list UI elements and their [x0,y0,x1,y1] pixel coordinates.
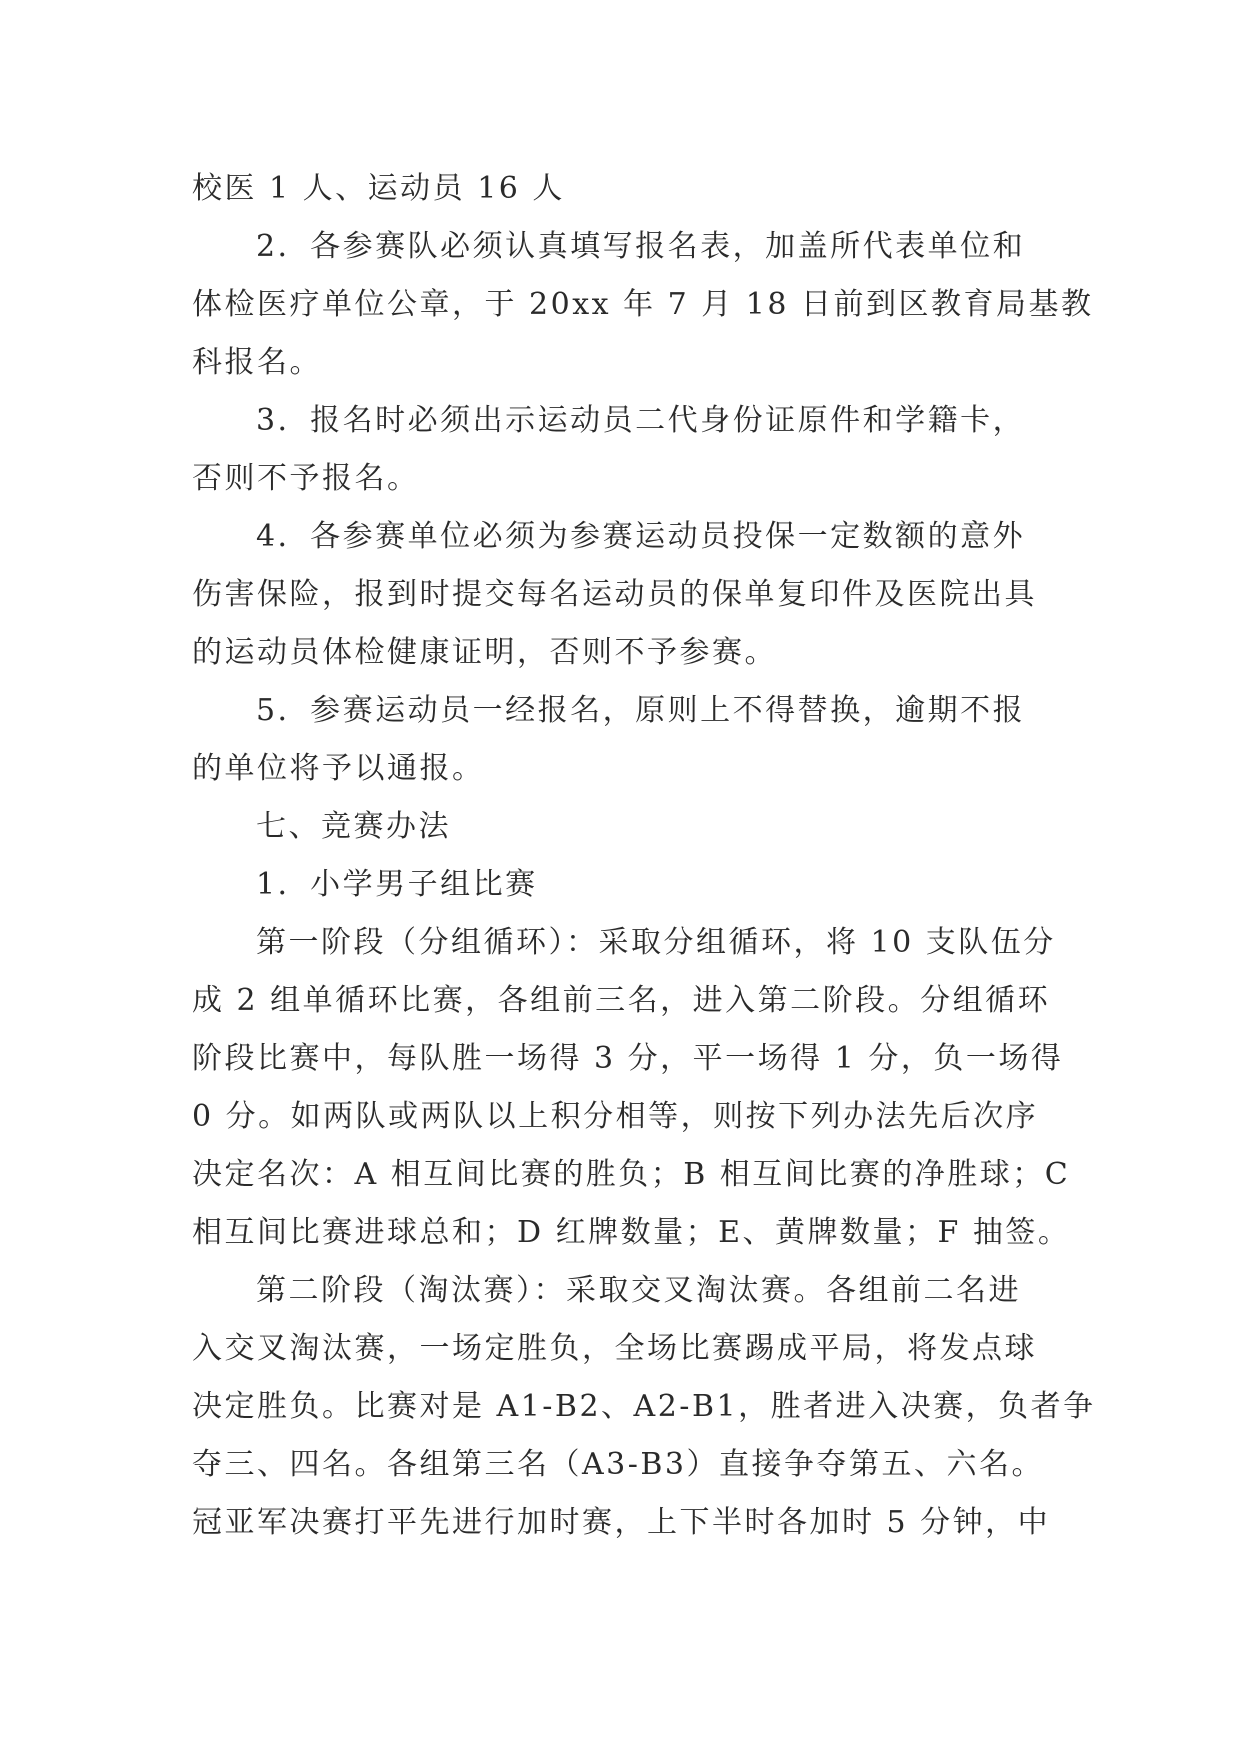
section-heading: 七、竞赛办法 [256,809,451,844]
subsection-heading: 1．小学男子组比赛 [256,867,538,902]
text-line: 阶段比赛中，每队胜一场得 3 分，平一场得 1 分，负一场得 [192,1041,1064,1076]
text-line: 第一阶段（分组循环）：采取分组循环，将 10 支队伍分 [256,925,1056,960]
text-line: 3．报名时必须出示运动员二代身份证原件和学籍卡， [256,403,1026,438]
text-line: 0 分。如两队或两队以上积分相等，则按下列办法先后次序 [192,1099,1039,1134]
text-line: 体检医疗单位公章，于 20xx 年 7 月 18 日前到区教育局基教 [192,287,1094,322]
document-body [192,160,1096,1552]
text-line: 4．各参赛单位必须为参赛运动员投保一定数额的意外 [256,519,1026,554]
text-line: 夺三、四名。各组第三名（A3-B3）直接争夺第五、六名。 [192,1447,1045,1482]
text-line: 成 2 组单循环比赛，各组前三名，进入第二阶段。分组循环 [192,983,1051,1018]
text-line: 否则不予报名。 [192,461,420,496]
text-line: 2．各参赛队必须认真填写报名表，加盖所代表单位和 [256,229,1026,264]
text-line: 校医 1 人、运动员 16 人 [192,171,565,206]
text-line: 第二阶段（淘汰赛）：采取交叉淘汰赛。各组前二名进 [256,1273,1021,1308]
text-line: 决定名次：A 相互间比赛的胜负；B 相互间比赛的净胜球；C [192,1157,1071,1192]
text-line: 的单位将予以通报。 [192,751,485,786]
text-line: 的运动员体检健康证明，否则不予参赛。 [192,635,777,670]
text-line: 决定胜负。比赛对是 A1-B2、A2-B1，胜者进入决赛，负者争 [192,1389,1096,1424]
text-line: 伤害保险，报到时提交每名运动员的保单复印件及医院出具 [192,577,1037,612]
text-line: 冠亚军决赛打平先进行加时赛，上下半时各加时 5 分钟，中 [192,1505,1051,1540]
text-line: 入交叉淘汰赛，一场定胜负，全场比赛踢成平局，将发点球 [192,1331,1037,1366]
text-line: 科报名。 [192,345,322,380]
text-line: 相互间比赛进球总和；D 红牌数量；E、黄牌数量；F 抽签。 [192,1215,1071,1250]
text-line: 5．参赛运动员一经报名，原则上不得替换，逾期不报 [256,693,1026,728]
